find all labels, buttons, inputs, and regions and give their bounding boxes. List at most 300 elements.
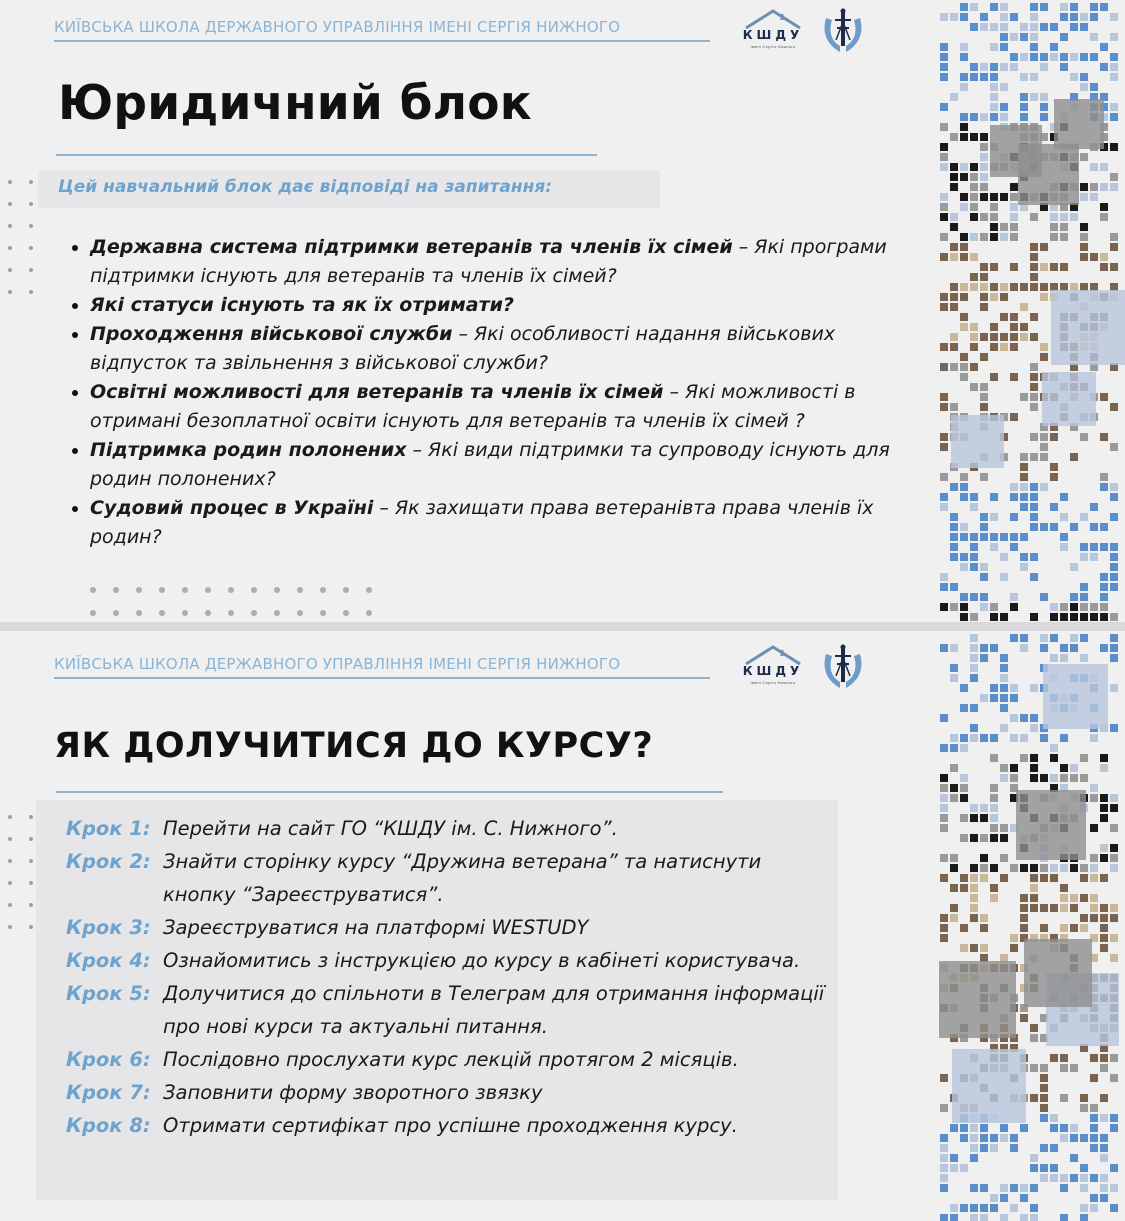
step-text: Ознайомитись з інструкцією до курсу в кабінеті користувача.	[163, 949, 801, 972]
ornament-cell	[970, 634, 978, 642]
ornament-cell	[990, 754, 998, 762]
ornament-block	[1018, 144, 1079, 205]
ornament-cell	[1030, 333, 1038, 341]
ornament-cell	[1010, 714, 1018, 722]
ornament-cell	[990, 684, 998, 692]
ornament-cell	[1030, 1184, 1038, 1192]
ornament-cell	[960, 233, 968, 241]
ornament-cell	[1020, 924, 1028, 932]
ornament-cell	[1060, 613, 1068, 621]
ornament-cell	[940, 914, 948, 922]
ornament-cell	[940, 573, 948, 581]
ornament-cell	[1110, 143, 1118, 151]
ornament-cell	[1050, 473, 1058, 481]
ornament-cell	[950, 734, 958, 742]
ornament-cell	[1100, 794, 1108, 802]
ornament-cell	[960, 253, 968, 261]
ornament-cell	[980, 523, 988, 531]
ornament-cell	[980, 1134, 988, 1142]
ornament-cell	[950, 543, 958, 551]
decorative-dots-bottom	[90, 610, 389, 616]
ornament-cell	[1100, 1094, 1108, 1102]
item-question: – Які можливості в отримані безоплатної освіти існують для ветеранів та членів їх сімей ?	[90, 381, 856, 432]
ornament-cell	[980, 533, 988, 541]
ornament-cell	[990, 613, 998, 621]
ornament-cell	[940, 924, 948, 932]
ornament-cell	[1070, 213, 1078, 221]
ornament-cell	[1000, 283, 1008, 291]
ornament-cell	[950, 133, 958, 141]
ornament-cell	[1020, 393, 1028, 401]
ornament-cell	[1000, 834, 1008, 842]
ornament-cell	[1090, 904, 1098, 912]
ornament-cell	[1110, 724, 1118, 732]
ornament-cell	[1050, 874, 1058, 882]
ornament-cell	[1040, 864, 1048, 872]
ornament-cell	[1060, 283, 1068, 291]
ornament-cell	[1070, 23, 1078, 31]
ornament-cell	[1090, 794, 1098, 802]
ornament-cell	[1010, 543, 1018, 551]
ornament-cell	[1050, 463, 1058, 471]
list-item	[70, 291, 890, 320]
ornament-cell	[950, 343, 958, 351]
ornament-cell	[1020, 1014, 1028, 1022]
ornament-cell	[980, 694, 988, 702]
ornament-cell	[1110, 644, 1118, 652]
ornament-cell	[980, 333, 988, 341]
ornament-cell	[990, 493, 998, 501]
ornament-cell	[970, 734, 978, 742]
ornament-cell	[960, 794, 968, 802]
ornament-cell	[1080, 253, 1088, 261]
ornament-cell	[1000, 193, 1008, 201]
ornament-cell	[1010, 53, 1018, 61]
ornament-cell	[970, 133, 978, 141]
ornament-cell	[1010, 283, 1018, 291]
ornament-cell	[1010, 323, 1018, 331]
ornament-cell	[1040, 243, 1048, 251]
ornament-cell	[1040, 1084, 1048, 1092]
ornament-cell	[1000, 874, 1008, 882]
ornament-cell	[1010, 1144, 1018, 1152]
ornament-cell	[1040, 433, 1048, 441]
ornament-cell	[1110, 824, 1118, 832]
ornament-cell	[1090, 253, 1098, 261]
ornament-cell	[1020, 103, 1028, 111]
ornament-cell	[970, 1124, 978, 1132]
ornament-cell	[1080, 233, 1088, 241]
ornament-cell	[1030, 714, 1038, 722]
ornament-cell	[1010, 593, 1018, 601]
steps-list	[66, 812, 836, 1142]
ornament-cell	[1060, 543, 1068, 551]
ornament-cell	[1020, 483, 1028, 491]
ornament-cell	[1040, 1144, 1048, 1152]
ornament-block	[1043, 664, 1108, 729]
ornament-cell	[1020, 634, 1028, 642]
ornament-cell	[1100, 924, 1108, 932]
ornament-cell	[1110, 804, 1118, 812]
ornament-cell	[1100, 904, 1108, 912]
ornament-cell	[970, 834, 978, 842]
ornament-cell	[960, 834, 968, 842]
ornament-cell	[1010, 634, 1018, 642]
ornament-cell	[960, 13, 968, 21]
ornament-cell	[970, 253, 978, 261]
ornament-cell	[960, 373, 968, 381]
ornament-cell	[940, 934, 948, 942]
item-topic: Проходження військової служби	[90, 323, 453, 345]
hands-tower-icon	[820, 8, 866, 56]
ornament-cell	[1070, 613, 1078, 621]
ornament-cell	[940, 123, 948, 131]
ornament-cell	[1040, 774, 1048, 782]
ornament-cell	[1070, 894, 1078, 902]
ornament-cell	[1020, 93, 1028, 101]
ornament-cell	[990, 323, 998, 331]
ornament-cell	[970, 73, 978, 81]
ornament-cell	[940, 1104, 948, 1112]
ornament-cell	[1090, 33, 1098, 41]
ornament-cell	[1020, 553, 1028, 561]
ornament-cell	[1040, 443, 1048, 451]
ornament-cell	[1080, 53, 1088, 61]
list-item	[70, 436, 890, 494]
ornament-cell	[1000, 613, 1008, 621]
ornament-cell	[940, 433, 948, 441]
ornament-cell	[980, 944, 988, 952]
ornament-cell	[990, 223, 998, 231]
ornament-cell	[950, 744, 958, 752]
ornament-cell	[990, 113, 998, 121]
ornament-cell	[1090, 543, 1098, 551]
ornament-cell	[1020, 493, 1028, 501]
ornament-cell	[980, 1184, 988, 1192]
ornament-cell	[1020, 333, 1028, 341]
ornament-cell	[1030, 774, 1038, 782]
ornament-cell	[970, 674, 978, 682]
ornament-cell	[980, 183, 988, 191]
page-title: Юридичний блок	[58, 76, 532, 131]
ornament-cell	[1030, 884, 1038, 892]
ornament-cell	[960, 83, 968, 91]
ornament-block	[1042, 372, 1096, 426]
ornament-cell	[1110, 934, 1118, 942]
ornament-cell	[1030, 273, 1038, 281]
ornament-cell	[1050, 233, 1058, 241]
item-question: – Які програми підтримки існують для ветеранів та членів їх сімей?	[90, 236, 887, 287]
ornament-cell	[950, 253, 958, 261]
ornament-cell	[940, 13, 948, 21]
ornament-cell	[1100, 1064, 1108, 1072]
list-item	[66, 911, 836, 944]
ornament-cell	[940, 714, 948, 722]
ornament-cell	[940, 293, 948, 301]
ornament-cell	[1010, 513, 1018, 521]
ornament-cell	[950, 884, 958, 892]
ornament-cell	[1080, 243, 1088, 251]
ornament-cell	[1030, 73, 1038, 81]
ornament-cell	[1000, 1194, 1008, 1202]
ornament-cell	[1100, 523, 1108, 531]
ornament-pattern	[937, 0, 1125, 622]
ornament-cell	[1050, 1174, 1058, 1182]
ornament-cell	[1010, 1134, 1018, 1142]
ornament-cell	[1060, 1054, 1068, 1062]
ornament-cell	[1010, 343, 1018, 351]
ornament-cell	[1030, 1064, 1038, 1072]
ornament-cell	[1100, 1184, 1108, 1192]
ornament-cell	[1080, 83, 1088, 91]
ornament-cell	[960, 924, 968, 932]
ornament-cell	[1090, 193, 1098, 201]
ornament-cell	[940, 363, 948, 371]
ornament-cell	[1100, 764, 1108, 772]
ornament-cell	[1030, 403, 1038, 411]
ornament-cell	[1000, 33, 1008, 41]
ornament-cell	[1080, 543, 1088, 551]
ornament-cell	[1090, 1194, 1098, 1202]
ornament-cell	[1030, 383, 1038, 391]
ornament-cell	[970, 914, 978, 922]
ornament-cell	[1030, 313, 1038, 321]
ornament-cell	[1010, 193, 1018, 201]
ornament-cell	[1110, 954, 1118, 962]
ornament-cell	[1000, 113, 1008, 121]
ornament-cell	[960, 734, 968, 742]
ornament-cell	[970, 864, 978, 872]
ornament-cell	[1110, 483, 1118, 491]
ornament-cell	[1040, 63, 1048, 71]
ornament-cell	[980, 593, 988, 601]
ornament-cell	[1020, 463, 1028, 471]
ornament-cell	[1020, 303, 1028, 311]
ornament-cell	[1080, 193, 1088, 201]
ornament-cell	[950, 914, 958, 922]
ornament-cell	[940, 794, 948, 802]
list-item	[66, 977, 836, 1043]
ornament-cell	[1010, 864, 1018, 872]
ornament-cell	[940, 253, 948, 261]
ornament-cell	[970, 183, 978, 191]
ornament-cell	[990, 794, 998, 802]
ornament-cell	[1020, 1194, 1028, 1202]
ornament-cell	[980, 153, 988, 161]
ornament-cell	[1110, 794, 1118, 802]
ornament-cell	[990, 103, 998, 111]
ornament-cell	[1040, 1074, 1048, 1082]
ornament-cell	[1040, 343, 1048, 351]
ornament-cell	[1060, 13, 1068, 21]
ornament-cell	[1080, 864, 1088, 872]
ornament-cell	[950, 1214, 958, 1221]
list-item	[70, 233, 890, 291]
ornament-cell	[970, 1204, 978, 1212]
ornament-cell	[1020, 453, 1028, 461]
ornament-cell	[1090, 854, 1098, 862]
ornament-cell	[1110, 443, 1118, 451]
ornament-cell	[960, 523, 968, 531]
ornament-cell	[980, 133, 988, 141]
ornament-cell	[1050, 53, 1058, 61]
ornament-cell	[1020, 323, 1028, 331]
ornament-cell	[1000, 23, 1008, 31]
step-text: Перейти на сайт ГО “КШДУ ім. С. Нижного”.	[163, 817, 618, 840]
ornament-cell	[990, 884, 998, 892]
ornament-cell	[960, 874, 968, 882]
logo-subtext: імені Сергія Нижного	[750, 44, 796, 49]
ornament-cell	[1050, 283, 1058, 291]
ornament-cell	[1030, 243, 1038, 251]
logo-text: КШДУ	[742, 28, 804, 42]
ornament-cell	[940, 824, 948, 832]
ornament-cell	[1100, 1114, 1108, 1122]
ornament-cell	[1060, 1124, 1068, 1132]
ornament-cell	[990, 1144, 998, 1152]
ornament-cell	[1010, 483, 1018, 491]
ornament-cell	[1100, 543, 1108, 551]
ornament-cell	[1110, 173, 1118, 181]
ornament-cell	[980, 353, 988, 361]
ornament-cell	[1100, 253, 1108, 261]
ornament-cell	[1090, 1134, 1098, 1142]
ornament-cell	[1000, 573, 1008, 581]
ornament-cell	[980, 603, 988, 611]
ornament-cell	[960, 744, 968, 752]
ornament-cell	[1030, 864, 1038, 872]
item-question: – Які види підтримки та супроводу існують для родин полонених?	[90, 439, 890, 490]
ornament-cell	[1080, 153, 1088, 161]
ornament-cell	[970, 704, 978, 712]
ornament-cell	[1020, 113, 1028, 121]
ornament-cell	[1020, 644, 1028, 652]
ornament-cell	[1090, 1104, 1098, 1112]
ornament-cell	[960, 353, 968, 361]
ornament-cell	[1070, 644, 1078, 652]
ornament-cell	[1020, 714, 1028, 722]
ornament-cell	[990, 3, 998, 11]
ornament-cell	[1040, 634, 1048, 642]
ornament-cell	[1090, 1114, 1098, 1122]
ornament-cell	[1030, 1204, 1038, 1212]
ornament-cell	[1000, 3, 1008, 11]
ornament-cell	[950, 363, 958, 371]
ornament-cell	[1110, 1164, 1118, 1172]
ornament-cell	[1040, 1104, 1048, 1112]
ornament-cell	[1050, 634, 1058, 642]
ornament-cell	[1020, 53, 1028, 61]
questions-list	[70, 233, 890, 552]
logo-subtext: імені Сергія Нижного	[750, 680, 796, 685]
ornament-cell	[950, 1204, 958, 1212]
step-label: Крок 7:	[66, 1081, 151, 1104]
ornament-cell	[1000, 1134, 1008, 1142]
ornament-cell	[1110, 403, 1118, 411]
ornament-cell	[980, 954, 988, 962]
ornament-cell	[1110, 573, 1118, 581]
ornament-cell	[970, 343, 978, 351]
ornament-cell	[1040, 734, 1048, 742]
ornament-cell	[980, 383, 988, 391]
ornament-cell	[960, 533, 968, 541]
ornament-cell	[1090, 824, 1098, 832]
ornament-cell	[1060, 1064, 1068, 1072]
ornament-cell	[1030, 433, 1038, 441]
ornament-cell	[940, 1164, 948, 1172]
ornament-cell	[970, 503, 978, 511]
ornament-cell	[970, 23, 978, 31]
ornament-cell	[990, 834, 998, 842]
ornament-cell	[960, 293, 968, 301]
ornament-cell	[1000, 553, 1008, 561]
ornament-cell	[960, 53, 968, 61]
ornament-cell	[1000, 1124, 1008, 1132]
ornament-cell	[1030, 23, 1038, 31]
ornament-cell	[1060, 493, 1068, 501]
ornament-cell	[1100, 213, 1108, 221]
ornament-cell	[1100, 63, 1108, 71]
ornament-cell	[1060, 1134, 1068, 1142]
ornament-cell	[1090, 1124, 1098, 1132]
ornament-cell	[1070, 1064, 1078, 1072]
ornament-cell	[1080, 754, 1088, 762]
ornament-cell	[970, 493, 978, 501]
ornament-cell	[970, 884, 978, 892]
ornament-cell	[990, 1194, 998, 1202]
ornament-cell	[1080, 1164, 1088, 1172]
ornament-cell	[990, 894, 998, 902]
ornament-cell	[1010, 413, 1018, 421]
ornament-cell	[950, 403, 958, 411]
ornament-cell	[1020, 283, 1028, 291]
ornament-cell	[960, 603, 968, 611]
ornament-cell	[970, 904, 978, 912]
ornament-cell	[1110, 263, 1118, 271]
ornament-cell	[1030, 874, 1038, 882]
ornament-cell	[1050, 1144, 1058, 1152]
ornament-cell	[940, 53, 948, 61]
ornament-cell	[1050, 263, 1058, 271]
ornament-cell	[1020, 503, 1028, 511]
ornament-cell	[1030, 503, 1038, 511]
ornament-cell	[980, 303, 988, 311]
ornament-cell	[950, 173, 958, 181]
item-topic: Державна система підтримки ветеранів та членів їх сімей	[90, 236, 733, 258]
ornament-cell	[1090, 83, 1098, 91]
ornament-cell	[1080, 654, 1088, 662]
ornament-cell	[1000, 954, 1008, 962]
ornament-cell	[940, 163, 948, 171]
ornament-cell	[1100, 483, 1108, 491]
ornament-cell	[1010, 533, 1018, 541]
ornament-cell	[960, 1134, 968, 1142]
ornament-cell	[940, 303, 948, 311]
ornament-cell	[960, 163, 968, 171]
ornament-cell	[1100, 844, 1108, 852]
ornament-cell	[980, 814, 988, 822]
ornament-cell	[1020, 533, 1028, 541]
ornament-cell	[1100, 1134, 1108, 1142]
ornament-cell	[1030, 724, 1038, 732]
ornament-cell	[1030, 1034, 1038, 1042]
ornament-cell	[940, 583, 948, 591]
ornament-cell	[1110, 103, 1118, 111]
roof-icon	[742, 644, 804, 666]
ornament-cell	[950, 223, 958, 231]
ornament-cell	[1100, 804, 1108, 812]
ornament-cell	[1050, 654, 1058, 662]
